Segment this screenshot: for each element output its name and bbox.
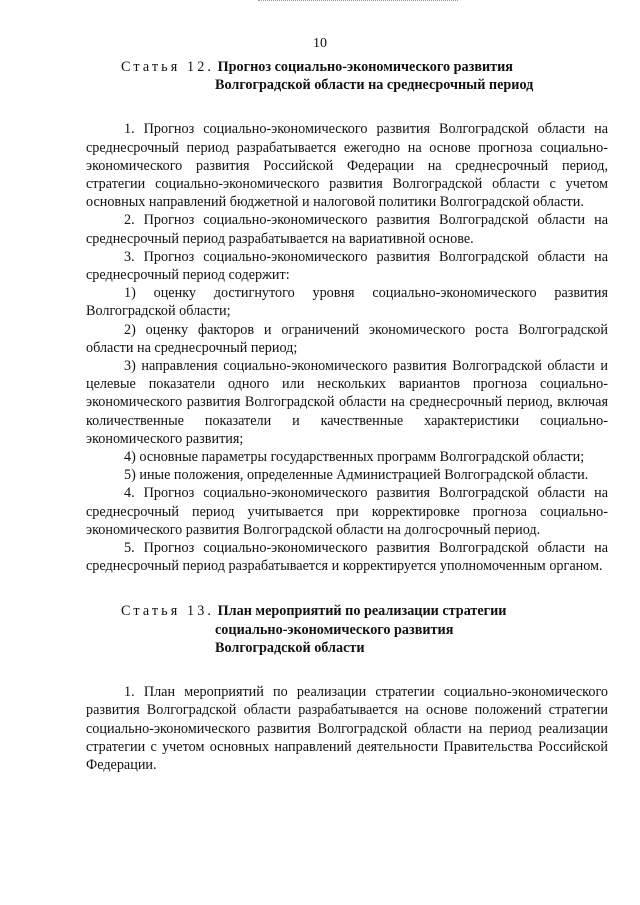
article-12-title-line1: Прогноз социально-экономического развития [217, 59, 513, 75]
article-12-heading [121, 58, 608, 94]
document-body [86, 58, 608, 774]
top-border-mark [258, 0, 458, 2]
list-item: 5) иные положения, определенные Администрацией Волгоградской области. [124, 467, 589, 484]
article-12-label: Статья 12. [121, 59, 215, 75]
article-13-heading [121, 602, 608, 657]
list-item: 4) основные параметры государственных программ Волгоградской области; [124, 449, 585, 466]
paragraph: 3. Прогноз социально-экономического развития Волгоградской области на среднесрочный период содержит: [86, 248, 608, 284]
paragraph: 1. Прогноз социально-экономического развития Волгоградской области на среднесрочный период разрабатывается ежегодно на основе прогноза социально-экономического развития Российской Федерации на среднесрочный период, стратегии социально-экономического развития Волгоградской области с учетом основных направлений бюджетной и налоговой политики Волгоградской области. [86, 121, 608, 211]
article-13-title-line3: Волгоградской области [215, 639, 365, 656]
article-12-title-line2: Волгоградской области на среднесрочный период [215, 77, 534, 94]
list-item: 2) оценку факторов и ограничений экономического роста Волгоградской области на среднесрочный период; [86, 321, 608, 356]
paragraph: 4. Прогноз социально-экономического развития Волгоградской области на среднесрочный период учитывается при корректировке прогноза социально-экономического развития Волгоградской области на долгосрочный период. [86, 485, 608, 538]
article-13-title-line1: План мероприятий по реализации стратегии [217, 603, 507, 620]
article-13-label: Статья 13. [121, 603, 215, 620]
paragraph: 2. Прогноз социально-экономического развития Волгоградской области на среднесрочный период разрабатывается на вариативной основе. [86, 212, 608, 247]
article-13-body [86, 683, 608, 774]
page-number: 10 [313, 36, 327, 51]
article-13-title-line2: социально-экономического развития [215, 621, 454, 638]
article-12-body [86, 120, 608, 575]
list-item: 3) направления социально-экономического развития Волгоградской области и целевые показатели одного или нескольких вариантов прогноза социально-экономического развития Волгоградской области на среднесрочный период, включая количественные показатели и качественные характеристики социально-экономического развития; [86, 358, 608, 447]
paragraph: 1. План мероприятий по реализации стратегии социально-экономического развития Волгоградской области разрабатывается на основе положений стратегии социально-экономического развития Волгоградской области на период реализации стратегии с учетом основных направлений деятельности Правительства Российской Федерации. [86, 684, 608, 773]
list-item: 1) оценку достигнутого уровня социально-экономического развития Волгоградской области; [86, 285, 608, 320]
paragraph: 5. Прогноз социально-экономического развития Волгоградской области на среднесрочный период разрабатывается и корректируется уполномоченным органом. [86, 540, 608, 575]
